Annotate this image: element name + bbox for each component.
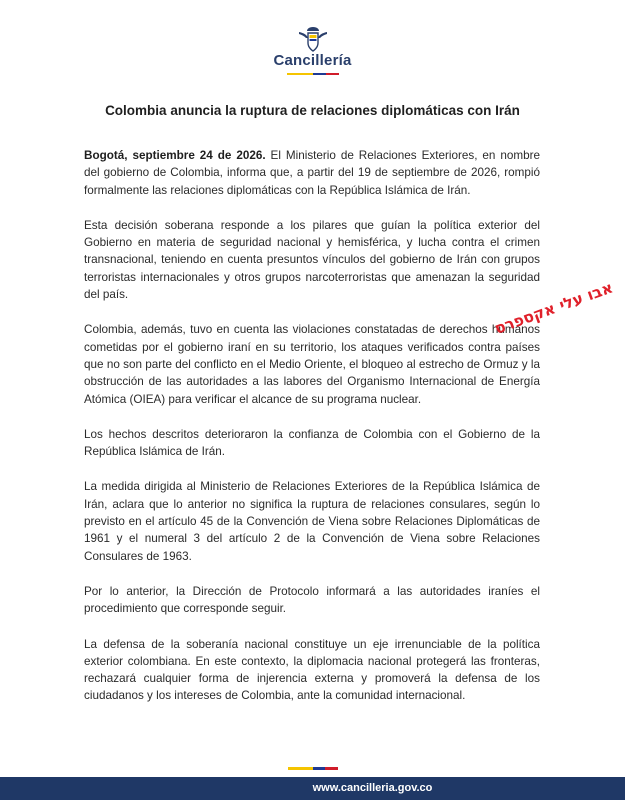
paragraph-1: Bogotá, septiembre 24 de 2026. El Ministerio de Relaciones Exteriores, en nombre del gobierno de Colombia, informa que, a partir del 19 de septiembre de 2026, rompió formalmente las relaciones diplomáticas con la República Islámica de Irán.: [84, 149, 540, 197]
paragraph-3: Colombia, además, tuvo en cuenta las violaciones constatadas de derechos humanos cometidas por el gobierno iraní en su territorio, los ataques verificados contra países que no son parte del conflicto en el Medio Oriente, el bloqueo al estrecho de Ormuz y la obstrucción de las autoridades a las labores del Organismo Internacional de Energía Atómica (OIEA) para verificar el alcance de su programa nuclear.: [84, 323, 540, 406]
dateline: Bogotá, septiembre 24 de 2026.: [84, 149, 266, 162]
brand-name: Cancillería: [273, 52, 352, 69]
document-body: [84, 147, 540, 723]
coat-of-arms-icon: [296, 24, 330, 54]
paragraph-7: La defensa de la soberanía nacional constituye un eje irrenunciable de la política exterior colombiana. En este contexto, la diplomacia nacional protegerá las fronteras, rechazará cualquier forma de injerencia externa y promoverá la defensa de los ciudadanos y los intereses de Colombia, ante la comunidad internacional.: [84, 637, 540, 703]
paragraph-5: La medida dirigida al Ministerio de Relaciones Exteriores de la República Islámica de Irán, aclara que lo anterior no significa la ruptura de relaciones consulares, según lo previsto en el artículo 45 de la Convención de Viena sobre Relaciones Diplomáticas de 1961 y el numeral 3 del artículo 2 de la Convención de Viena sobre Relaciones Consulares de 1963.: [84, 480, 540, 563]
paragraph-4: Los hechos descritos deterioraron la confianza de Colombia con el Gobierno de la República Islámica de Irán.: [84, 427, 540, 459]
paragraph-2: Esta decisión soberana responde a los pilares que guían la política exterior del Gobierno en materia de seguridad nacional y hemisférica, y lucha contra el crimen transnacional, teniendo en cuenta presuntos vínculos del gobierno de Irán con grupos terroristas internacionales y otros grupos narcoterroristas que amenazan la seguridad del país.: [84, 218, 540, 302]
letterhead: [0, 0, 625, 90]
watermark-stamp: אבו עלי אקספרס: [492, 278, 616, 338]
paragraph-6: Por lo anterior, la Dirección de Protocolo informará a las autoridades iraníes el procedimiento que corresponde seguir.: [84, 584, 540, 616]
footer-band: [0, 777, 625, 800]
footer-flag-stripe: [288, 767, 338, 770]
document-title: Colombia anuncia la ruptura de relaciones diplomáticas con Irán: [105, 103, 520, 118]
flag-stripe: [287, 73, 339, 75]
website-url[interactable]: www.cancilleria.gov.co: [312, 782, 433, 794]
